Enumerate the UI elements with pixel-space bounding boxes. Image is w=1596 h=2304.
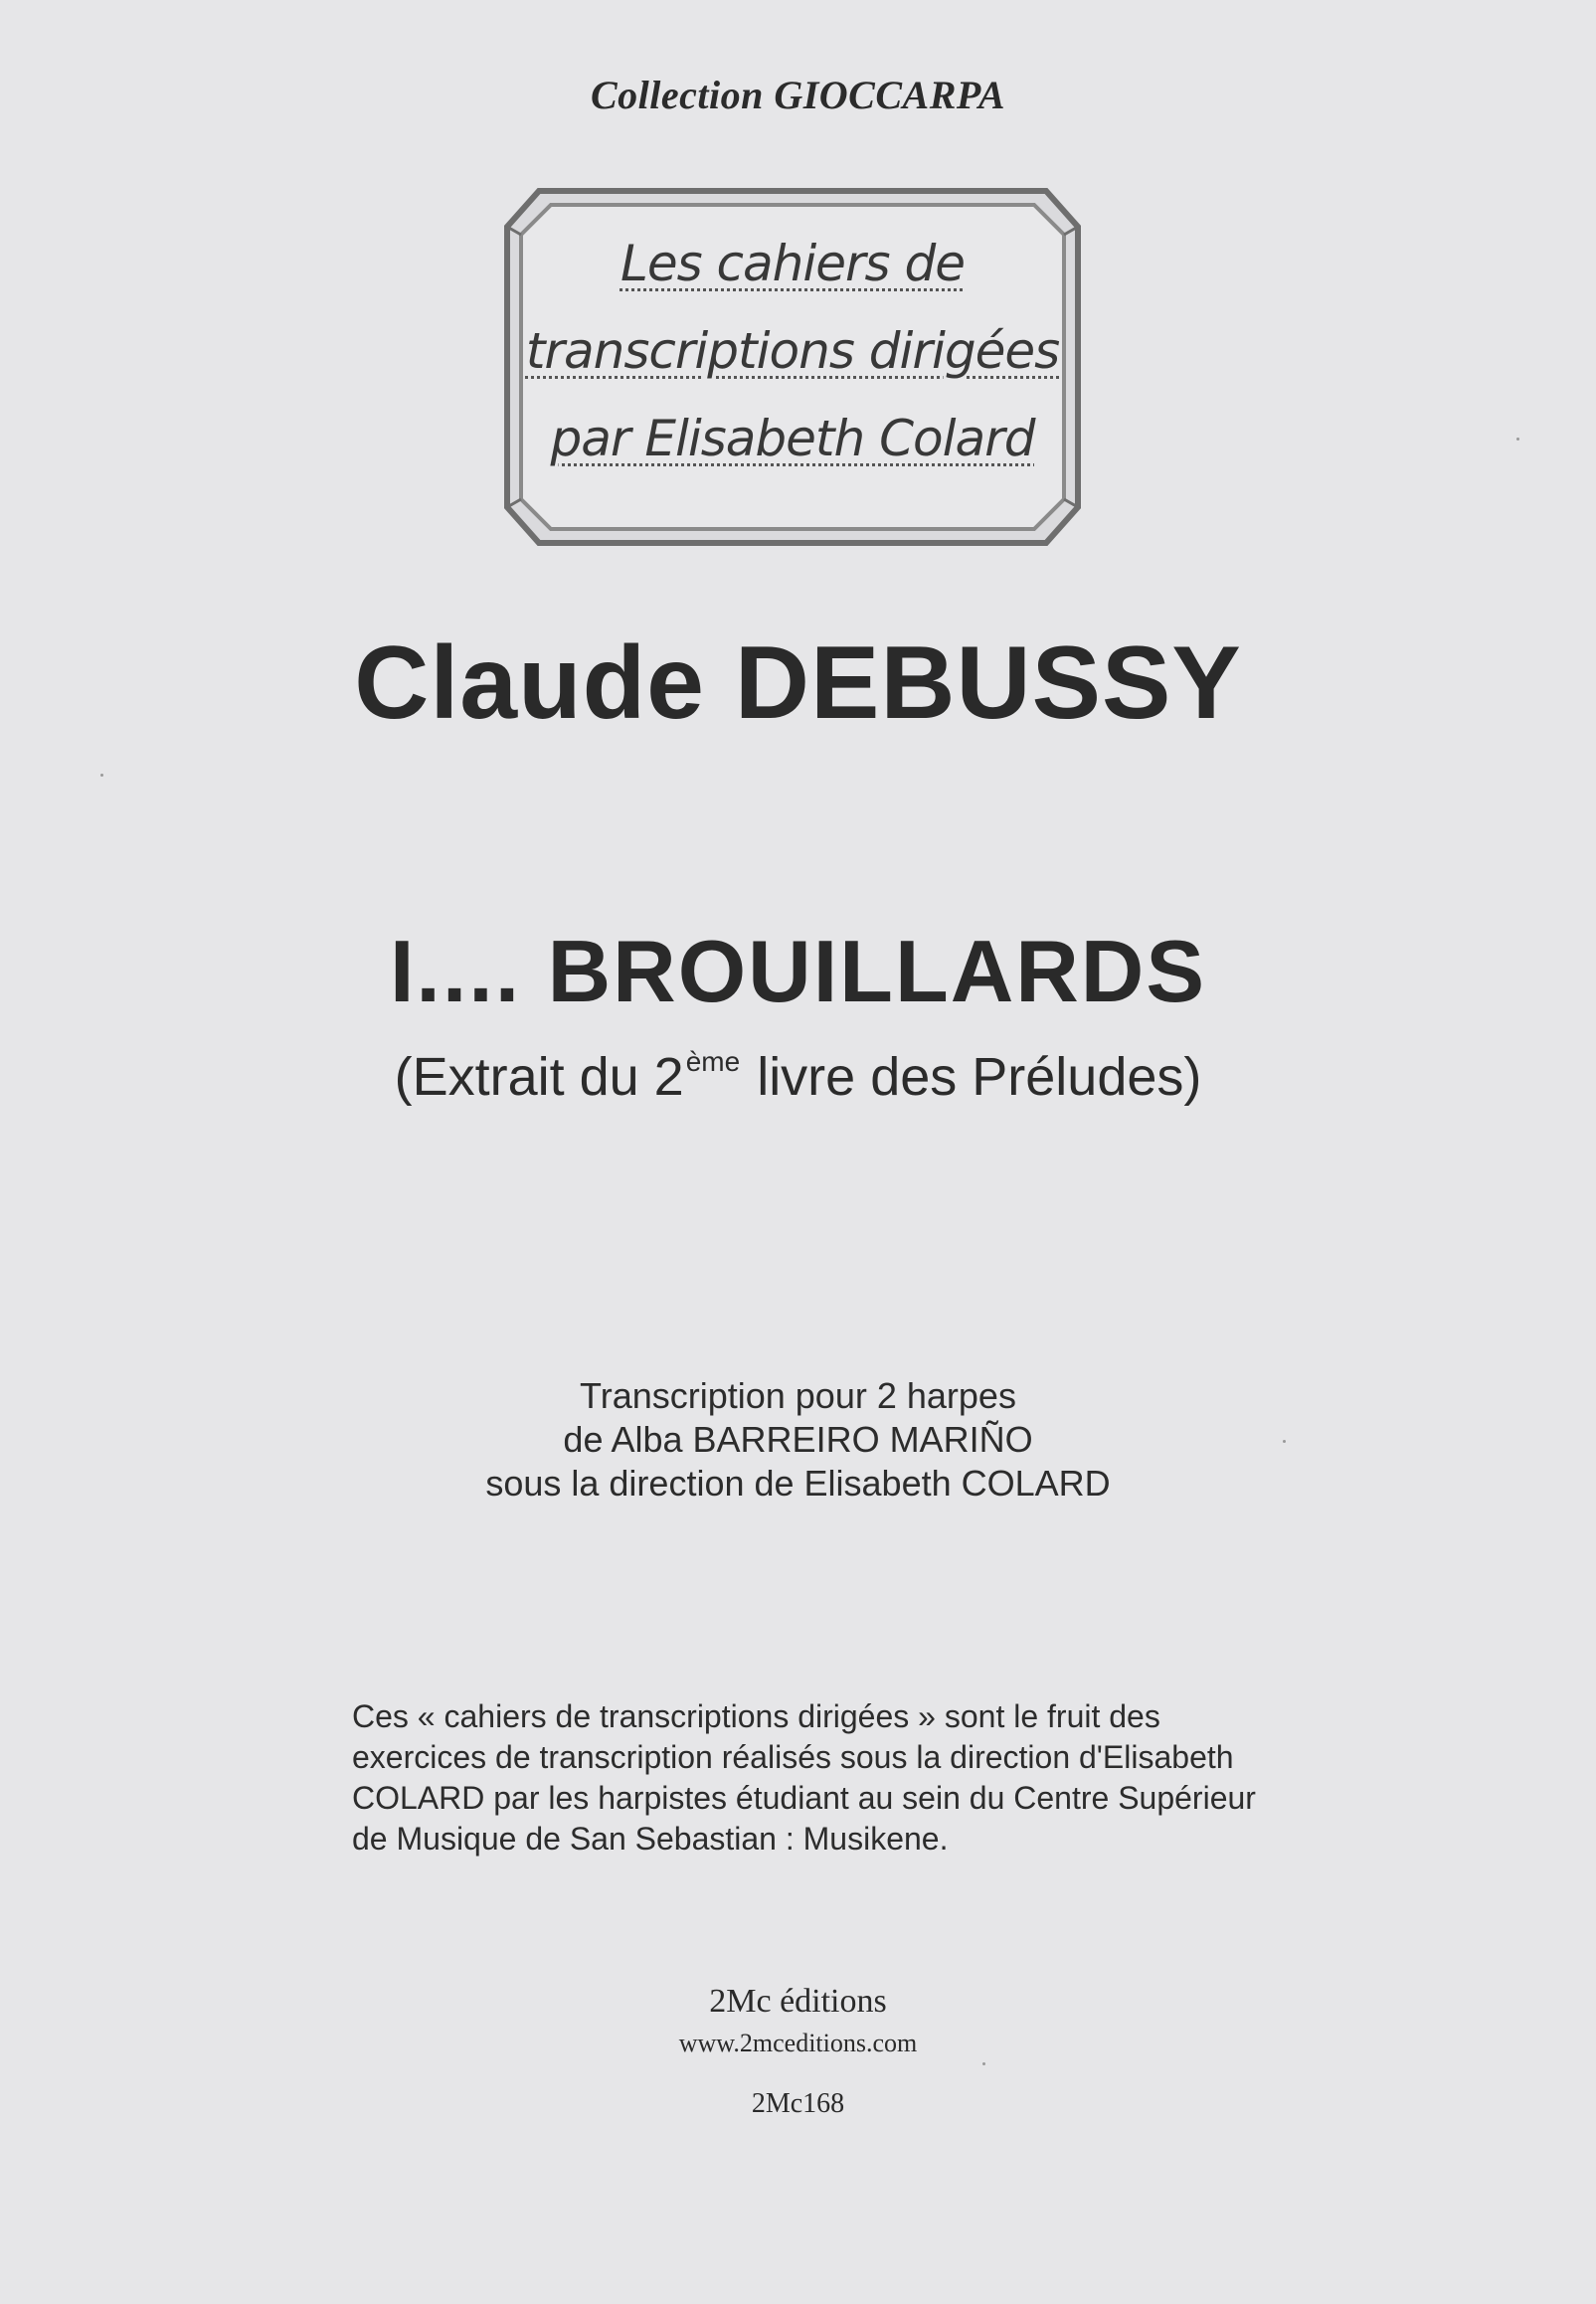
note-line: exercices de transcription réalisés sous la direction d'Elisabeth [352,1739,1234,1775]
paper-speck [1516,438,1519,441]
note-line: COLARD par les harpistes étudiant au sein du Centre Supérieur [352,1780,1256,1816]
transcription-line: Transcription pour 2 harpes [580,1375,1016,1416]
paper-speck [1283,1440,1286,1443]
badge-line-3: par Elisabeth Colard [550,410,1035,467]
badge-line-1: Les cahiers de [620,235,966,292]
collection-title: Collection GIOCCARPA [590,73,1006,117]
paper-speck [982,2062,985,2065]
series-note [352,1696,1256,1860]
subtitle-text-start: (Extrait du 2 [394,1047,684,1107]
badge-line-2: transcriptions dirigées [525,322,1060,380]
transcription-credits [0,1374,1596,1506]
piece-title: I.... BROUILLARDS [389,922,1207,1020]
composer-name: Claude DEBUSSY [354,625,1242,741]
transcription-line: sous la direction de Elisabeth COLARD [485,1463,1111,1504]
note-line: de Musique de San Sebastian : Musikene. [352,1821,949,1857]
catalog-number: 2Mc168 [751,2088,845,2119]
subtitle-text-end: livre des Préludes) [742,1047,1202,1107]
series-badge [503,187,1082,547]
subtitle-superscript: ème [685,1046,741,1077]
publisher-website: www.2mceditions.com [678,2029,918,2057]
paper-speck [100,774,103,777]
piece-subtitle [0,1046,1596,1108]
note-line: Ces « cahiers de transcriptions dirigées » sont le fruit des [352,1698,1160,1734]
publisher-name: 2Mc éditions [709,1983,887,2020]
transcription-line: de Alba BARREIRO MARIÑO [563,1419,1033,1460]
